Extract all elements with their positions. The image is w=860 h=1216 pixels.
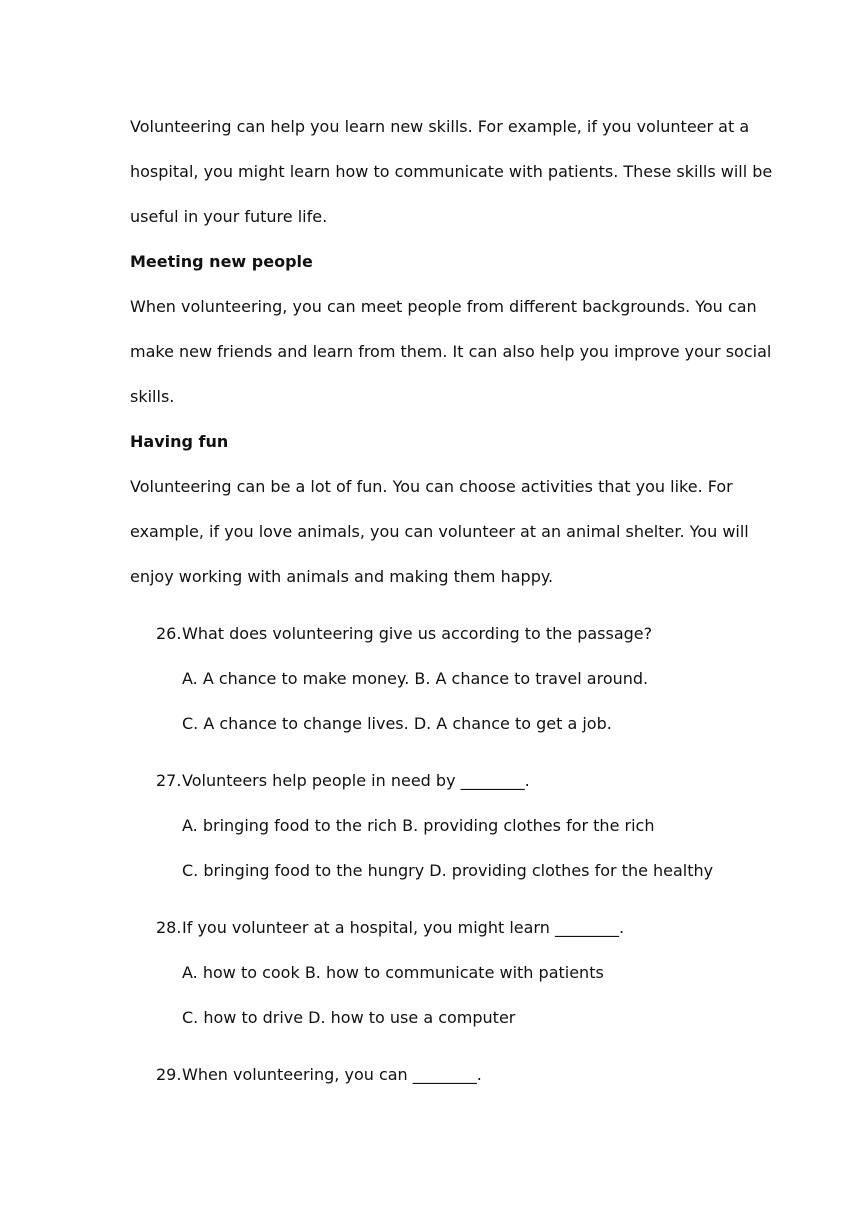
question-number: 29. — [156, 1065, 182, 1084]
answer-options: A. how to cook B. how to communicate with patients — [182, 963, 604, 982]
paragraph-line: Volunteering can be a lot of fun. You can choose activities that you like. For — [130, 477, 733, 496]
paragraph-line: When volunteering, you can meet people from different backgrounds. You can — [130, 297, 757, 316]
question-stem: Volunteers help people in need by ________. — [182, 771, 530, 790]
paragraph-line: Volunteering can help you learn new skills. For example, if you volunteer at a — [130, 117, 750, 136]
answer-options: A. bringing food to the rich B. providing clothes for the rich — [182, 816, 655, 835]
paragraph-line: hospital, you might learn how to communicate with patients. These skills will be — [130, 162, 773, 181]
question-stem: When volunteering, you can ________. — [182, 1065, 482, 1084]
question-number: 26. — [156, 624, 182, 643]
question-number: 27. — [156, 771, 182, 790]
paragraph-line: make new friends and learn from them. It can also help you improve your social — [130, 342, 772, 361]
paragraph-line: enjoy working with animals and making them happy. — [130, 567, 554, 586]
paragraph-line: example, if you love animals, you can volunteer at an animal shelter. You will — [130, 522, 749, 541]
answer-options: C. A chance to change lives. D. A chance to get a job. — [182, 714, 612, 733]
section-heading: Having fun — [130, 432, 229, 451]
answer-options: A. A chance to make money. B. A chance to travel around. — [182, 669, 649, 688]
answer-options: C. bringing food to the hungry D. providing clothes for the healthy — [182, 861, 714, 880]
answer-options: C. how to drive D. how to use a computer — [182, 1008, 516, 1027]
question-stem: If you volunteer at a hospital, you might learn ________. — [182, 918, 625, 937]
question-number: 28. — [156, 918, 182, 937]
paragraph-line: useful in your future life. — [130, 207, 328, 226]
question-stem: What does volunteering give us according to the passage? — [182, 624, 653, 643]
section-heading: Meeting new people — [130, 252, 313, 271]
paragraph-line: skills. — [130, 387, 175, 406]
